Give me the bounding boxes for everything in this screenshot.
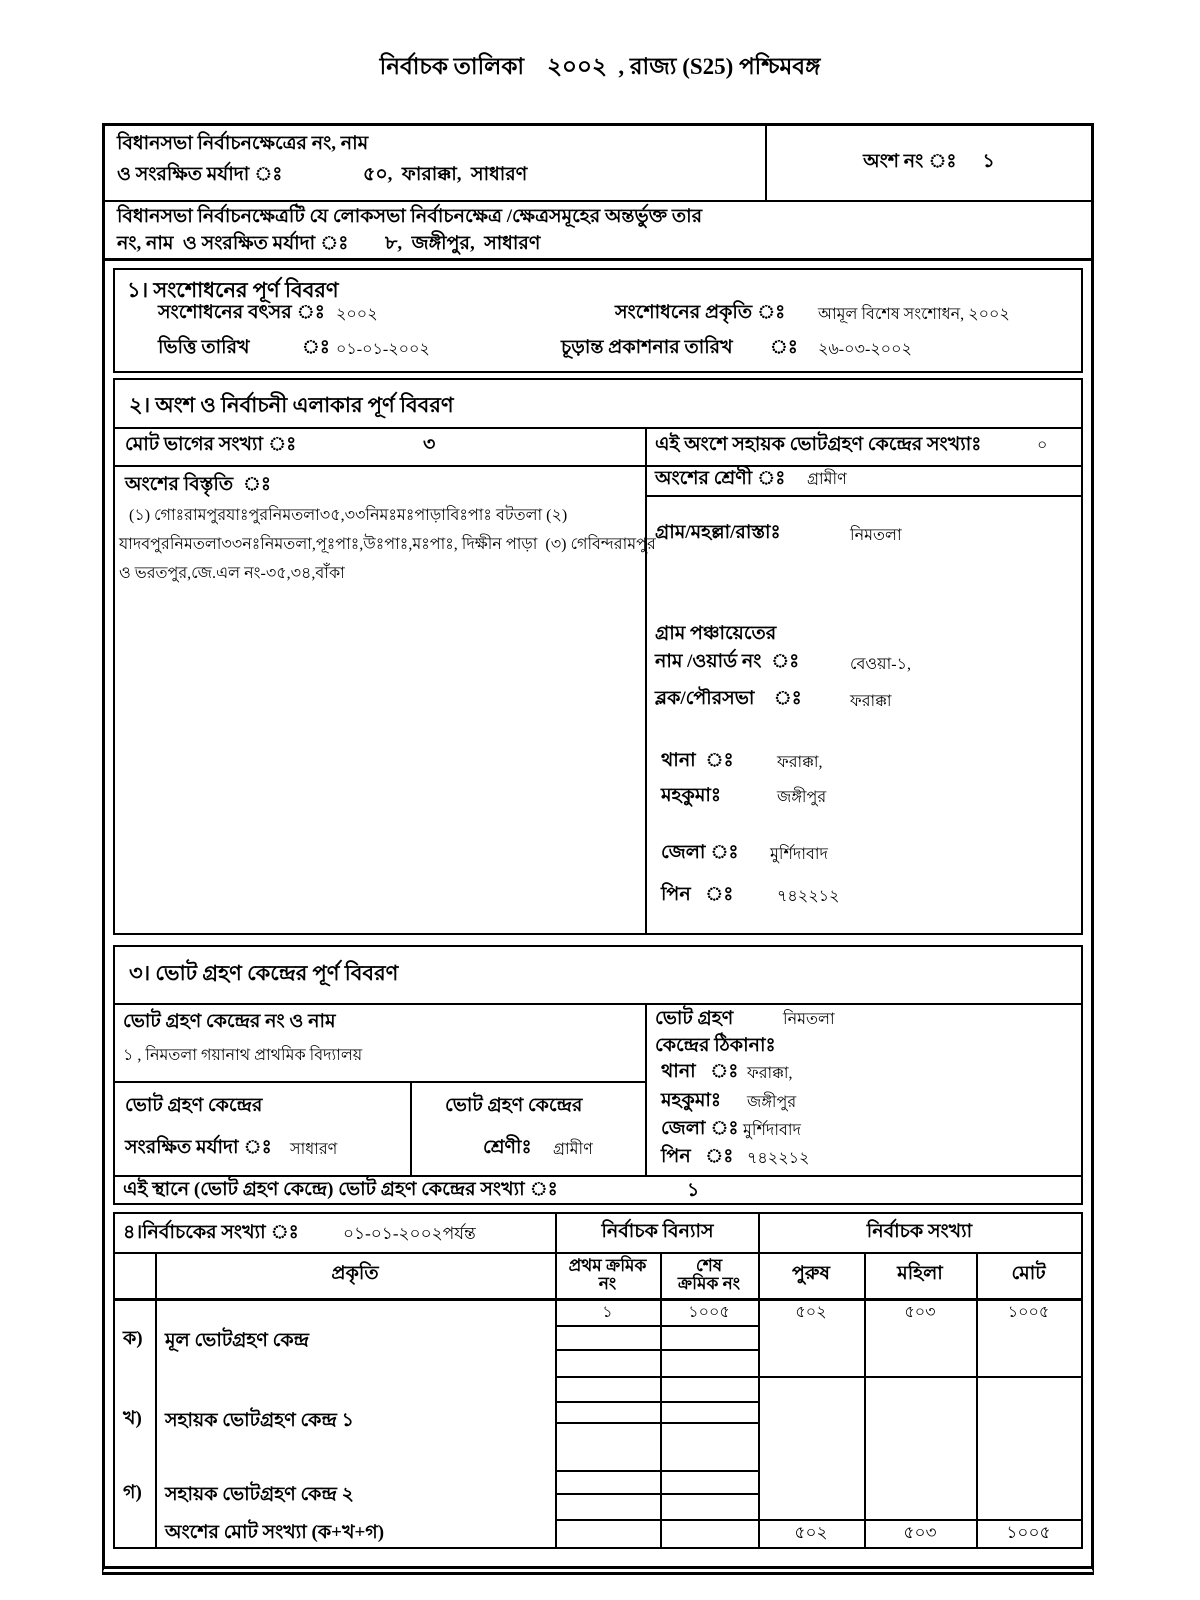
assembly-label-line1: বিধানসভা নির্বাচনক্ষেত্রের নং, নাম (117, 133, 369, 154)
panchayat-value: বেওয়া-১, (850, 656, 911, 673)
part-number-label: অংশ নং ঃ (863, 151, 957, 172)
grand-total-male-cell (758, 1522, 864, 1546)
station-class-label-line2: শ্রেণীঃ (483, 1137, 532, 1158)
row-label-aux2: সহায়ক ভোটগ্রহণ কেন্দ্র ২ (165, 1484, 354, 1505)
section-revision-details (113, 268, 1083, 373)
subdivision-value: জঙ্গীপুর (777, 789, 827, 806)
grid-line (645, 495, 1081, 497)
station-address-label1: ভোট গ্রহণ (655, 1008, 734, 1029)
base-date-label: ভিত্তি তারিখ (158, 337, 250, 358)
col-female-label: মহিলা (897, 1263, 943, 1284)
station-class-value: গ্রামীণ (553, 1141, 593, 1158)
grid-line (555, 1214, 557, 1547)
cell-male (758, 1301, 864, 1323)
loksabha-constituency-cell (105, 202, 1091, 261)
station-number-name-label: ভোট গ্রহণ কেন্দ্রের নং ও নাম (123, 1011, 336, 1032)
station-subdivision-label: মহকুমাঃ (661, 1090, 722, 1111)
section2-title: ২। অংশ ও নির্বাচনী এলাকার পূর্ণ বিবরণ (129, 393, 454, 417)
grid-line (645, 427, 647, 933)
row-label-main: মূল ভোটগ্রহণ কেন্দ্র (165, 1330, 310, 1351)
thana-label: থানা ঃ (661, 750, 734, 771)
cell-first-serial (555, 1301, 660, 1323)
col-last-serial-header (660, 1252, 758, 1298)
part-class-value: গ্রামীণ (807, 471, 847, 488)
village-label: গ্রাম/মহল্লা/রাস্তাঃ (655, 522, 781, 543)
part-extent-line2: যাদবপুরনিমতলা৩৩নঃনিমতলা,পূঃপাঃ,উঃপাঃ,মঃপাঃ, দিক্ষীন পাড়া (৩) গেবিন্দরামপুর (119, 536, 656, 553)
thana-value: ফরাক্কা, (777, 754, 823, 771)
loksabha-label-line2: নং, নাম ও সংরক্ষিত মর্যাদা ঃ (117, 233, 349, 254)
elector-count-date: ০১-০১-২০০২পর্যন্ত (343, 1224, 476, 1243)
part-number-value: ১ (982, 151, 995, 172)
grid-line (155, 1252, 157, 1547)
revision-year-label: সংশোধনের বৎসর ঃ (158, 302, 325, 323)
section1-title: ১। সংশোধনের পূর্ণ বিবরণ (127, 278, 339, 302)
section-elector-count-table (113, 1212, 1083, 1549)
part-class-label: অংশের শ্রেণী ঃ (655, 468, 786, 489)
grid-line (115, 465, 1081, 467)
loksabha-value: ৮, জঙ্গীপুর, সাধারণ (385, 233, 541, 254)
panchayat-label-line1: গ্রাম পঞ্চায়েতের (655, 623, 777, 644)
col-last-serial-l1: শেষ (695, 1256, 723, 1276)
station-reserved-label-line1: ভোট গ্রহণ কেন্দ্রের (125, 1095, 263, 1116)
station-reserved-value: সাধারণ (290, 1141, 338, 1158)
base-date-value: ০১-০১-২০০২ (336, 341, 430, 358)
part-extent-label: অংশের বিস্তৃতি ঃ (125, 474, 272, 495)
final-pub-date-colon: ঃ (770, 337, 798, 358)
final-pub-date-value: ২৬-০৩-২০০২ (818, 341, 912, 358)
aux-stations-value: ০ (1037, 437, 1048, 454)
col-last-serial-l2: ক্রমিক নং (677, 1274, 741, 1293)
grid-line (115, 1003, 1081, 1005)
grand-total-label: অংশের মোট সংখ্যা (ক+খ+গ) (165, 1522, 385, 1543)
cell-total (976, 1301, 1081, 1323)
grid-line (555, 1401, 760, 1403)
cell-last-serial (660, 1301, 758, 1323)
station-district-value: মুর্শিদাবাদ (743, 1122, 801, 1139)
grid-line (555, 1470, 760, 1472)
grid-line (410, 1081, 412, 1175)
cell-female (864, 1301, 976, 1323)
station-address-label2: কেন্দ্রের ঠিকানাঃ (655, 1035, 776, 1056)
panchayat-label-line2: নাম /ওয়ার্ড নং ঃ (655, 651, 800, 672)
grid-line (758, 1214, 760, 1547)
block-label: ব্লক/পৌরসভা ঃ (655, 688, 802, 709)
revision-year-value: ২০০২ (336, 306, 378, 323)
part-extent-line3: ও ভরতপুর,জে.এল নং-৩৫,৩৪,বাঁকা (119, 565, 345, 582)
station-district-label: জেলা ঃ (661, 1118, 739, 1139)
grid-line (555, 1376, 1081, 1378)
grid-line (864, 1252, 866, 1547)
grid-line (555, 1349, 760, 1351)
form-outer-box (102, 123, 1094, 1575)
layout-header: নির্বাচক বিন্যাস (601, 1221, 714, 1242)
part-number-cell (767, 126, 1091, 202)
row-key-aux1: খ) (123, 1408, 142, 1429)
loksabha-label-line1: বিধানসভা নির্বাচনক্ষেত্রটি যে লোকসভা নির্বাচনক্ষেত্র /ক্ষেত্রসমূহের অন্তর্ভুক্ত তার (117, 206, 703, 227)
row-label-aux1: সহায়ক ভোটগ্রহণ কেন্দ্র ১ (165, 1410, 354, 1431)
station-reserved-label-line2: সংরক্ষিত মর্যাদা ঃ (125, 1137, 272, 1158)
final-pub-date-label: চূড়ান্ত প্রকাশনার তারিখ (561, 337, 733, 358)
station-number-name-value: ১ , নিমতলা গয়ানাথ প্রাথমিক বিদ্যালয় (123, 1047, 363, 1064)
subdivision-label: মহকুমাঃ (661, 785, 722, 806)
station-count-label: এই স্থানে (ভোট গ্রহণ কেন্দ্রে) ভোট গ্রহণ কেন্দ্রের সংখ্যা ঃ (123, 1179, 558, 1200)
grand-total-female-cell (864, 1522, 976, 1546)
pin-value: ৭৪২২১২ (777, 888, 840, 905)
grid-line (115, 427, 1081, 429)
female-count-value: ৫০৩ (904, 1303, 936, 1321)
elector-count-label: ৪।নির্বাচকের সংখ্যা ঃ (123, 1222, 299, 1243)
grid-line (555, 1422, 760, 1424)
assembly-constituency-cell (105, 126, 767, 202)
village-value: নিমতলা (850, 527, 902, 544)
count-header: নির্বাচক সংখ্যা (866, 1221, 973, 1242)
district-value: মুর্শিদাবাদ (770, 846, 828, 863)
grid-line (115, 1175, 1081, 1177)
col-first-serial-l1: প্রথম ক্রমিক (568, 1256, 647, 1276)
station-thana-label: থানা ঃ (661, 1061, 739, 1082)
layout-header-cell (555, 1214, 760, 1252)
station-thana-value: ফরাক্কা, (747, 1065, 793, 1082)
section3-title: ৩। ভোট গ্রহণ কেন্দ্রের পূর্ণ বিবরণ (129, 961, 399, 985)
station-address-value-top: নিমতলা (783, 1011, 835, 1028)
count-header-cell (758, 1214, 1081, 1252)
col-nature-label: প্রকৃতি (331, 1263, 379, 1284)
col-male-label: পুরুষ (792, 1263, 830, 1284)
section-part-area-details (113, 378, 1083, 935)
revision-type-label: সংশোধনের প্রকৃতি ঃ (615, 302, 786, 323)
total-parts-label: মোট ভাগের সংখ্যা ঃ (125, 434, 297, 455)
grand-total-total: ১০০৫ (1006, 1523, 1051, 1542)
row-key-aux2: গ) (123, 1482, 142, 1503)
col-first-serial-l2: নং (598, 1274, 617, 1293)
revision-type-value: আমূল বিশেষ সংশোধন, ২০০২ (818, 306, 1010, 323)
section-polling-station-details (113, 945, 1083, 1205)
grid-line (660, 1252, 662, 1547)
district-label: জেলা ঃ (661, 842, 739, 863)
grid-line (115, 1081, 645, 1083)
col-male-header (758, 1252, 864, 1298)
col-first-serial-header (555, 1252, 660, 1298)
row-key-main: ক) (123, 1328, 143, 1349)
assembly-label-line2: ও সংরক্ষিত মর্যাদা ঃ (117, 164, 283, 185)
base-date-colon: ঃ (302, 337, 330, 358)
total-count-value: ১০০৫ (1007, 1303, 1050, 1321)
col-female-header (864, 1252, 976, 1298)
grid-line (645, 1003, 647, 1175)
grand-total-female: ৫০৩ (903, 1523, 937, 1542)
station-pin-label: পিন ঃ (661, 1146, 734, 1167)
block-value: ফরাক্কা (850, 693, 892, 710)
station-subdivision-value: জঙ্গীপুর (747, 1094, 797, 1111)
grand-total-male: ৫০২ (794, 1523, 828, 1542)
grid-line (976, 1252, 978, 1547)
station-count-value: ১ (687, 1180, 700, 1201)
station-pin-value: ৭৪২২১২ (747, 1150, 810, 1167)
page-title: নির্বাচক তালিকা ২০০২ , রাজ্য (S25) পশ্চিমবঙ্গ (379, 54, 821, 79)
part-extent-line1: (১) গোঃরামপুরযাঃপুরনিমতলা৩৫,৩৩নিমঃমঃপাড়াবিঃপাঃ বটতলা (২) (129, 507, 568, 524)
col-nature-header (155, 1252, 555, 1298)
pin-label: পিন ঃ (661, 884, 734, 905)
col-total-header (976, 1252, 1081, 1298)
total-parts-value: ৩ (423, 434, 436, 455)
grand-total-total-cell (976, 1522, 1081, 1546)
male-count-value: ৫০২ (795, 1303, 827, 1321)
last-serial-value: ১০০৫ (688, 1303, 730, 1321)
assembly-value: ৫০, ফারাক্কা, সাধারণ (363, 164, 528, 185)
col-total-label: মোট (1011, 1263, 1046, 1284)
first-serial-value: ১ (602, 1303, 613, 1321)
station-class-label-line1: ভোট গ্রহণ কেন্দ্রের (445, 1095, 583, 1116)
aux-stations-label: এই অংশে সহায়ক ভোটগ্রহণ কেন্দ্রের সংখ্যাঃ (655, 434, 982, 455)
grid-line (555, 1493, 760, 1495)
